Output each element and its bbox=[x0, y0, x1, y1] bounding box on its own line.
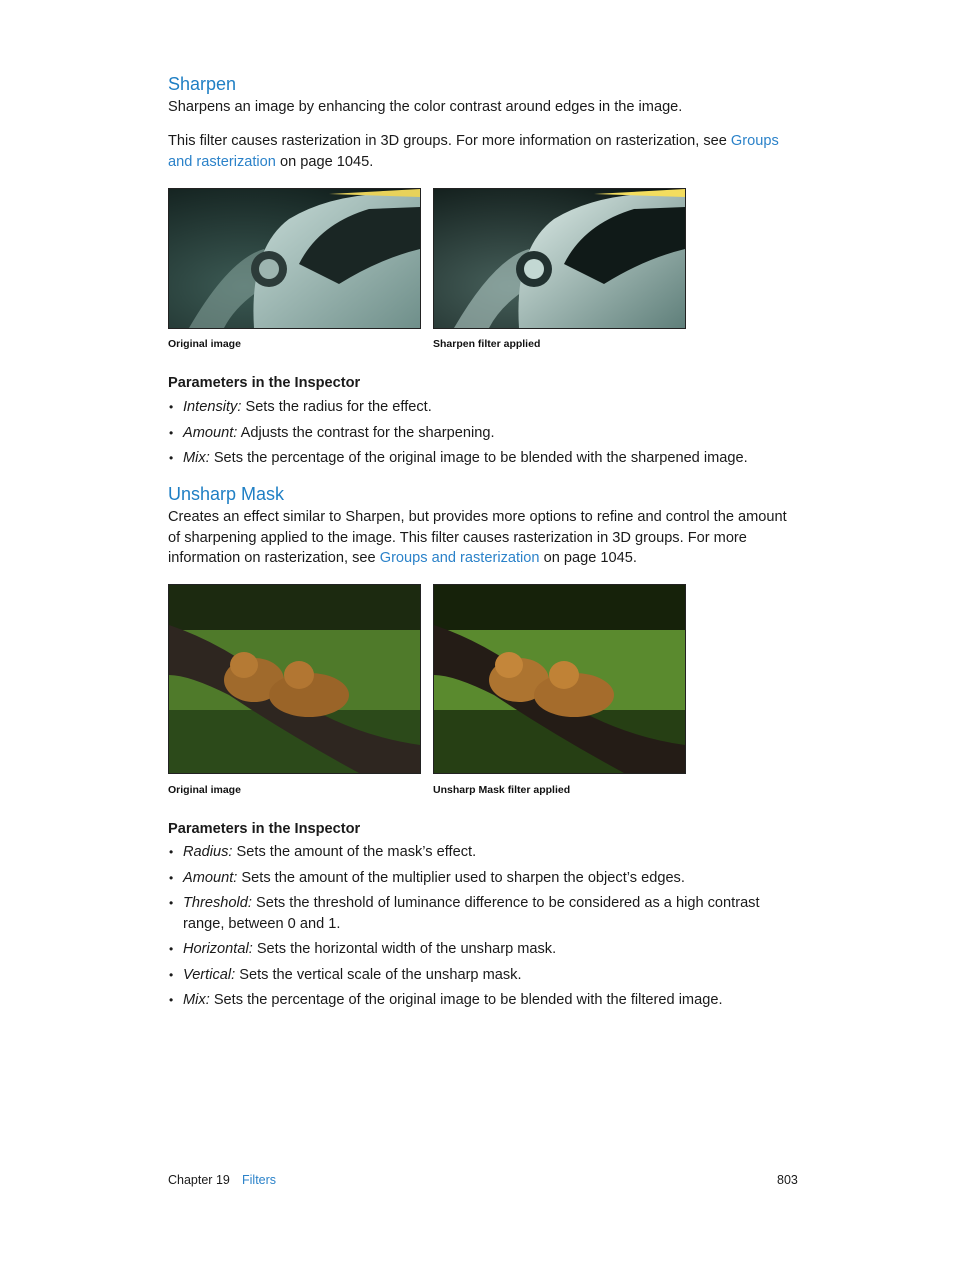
lions-original-image bbox=[168, 584, 421, 774]
caption-car-sharpened: Sharpen filter applied bbox=[433, 338, 541, 350]
lions-unsharp-image bbox=[433, 584, 686, 774]
sharpen-params-list bbox=[168, 397, 800, 474]
caption-lions-unsharp: Unsharp Mask filter applied bbox=[433, 784, 571, 796]
list-item: • Intensity: Sets the radius for the effect. bbox=[168, 397, 800, 418]
list-item: • Amount: Adjusts the contrast for the sharpening. bbox=[168, 423, 800, 444]
unsharp-params-heading: Parameters in the Inspector bbox=[168, 821, 361, 837]
unsharp-params-list bbox=[168, 842, 768, 1016]
caption-lions-original: Original image bbox=[168, 784, 241, 796]
list-item: • Vertical: Sets the vertical scale of the unsharp mask. bbox=[168, 965, 768, 986]
footer-chapter: Chapter 19 bbox=[168, 1173, 230, 1187]
list-item: • Horizontal: Sets the horizontal width of the unsharp mask. bbox=[168, 939, 768, 960]
unsharp-description: Creates an effect similar to Sharpen, but provides more options to refine and control the amount of sharpening applied to the image. This filter causes rasterization in 3D groups. For more information on rasterization, see Groups and rasterization on page 1045. bbox=[168, 509, 787, 566]
sharpen-params-heading: Parameters in the Inspector bbox=[168, 375, 361, 391]
section-title-unsharp-mask: Unsharp Mask bbox=[168, 484, 285, 504]
sharpen-raster-page: on page 1045. bbox=[275, 153, 374, 170]
car-sharpened-image bbox=[433, 188, 686, 329]
list-item: • Threshold: Sets the threshold of luminance difference to be considered as a high contrast range, between 0 and 1. bbox=[168, 893, 768, 934]
section-title-sharpen: Sharpen bbox=[168, 74, 237, 94]
list-item: • Mix: Sets the percentage of the original image to be blended with the sharpened image. bbox=[168, 448, 800, 469]
sharpen-raster-text: This filter causes rasterization in 3D groups. For more information on rasterization, see bbox=[168, 133, 731, 149]
list-item: • Mix: Sets the percentage of the original image to be blended with the filtered image. bbox=[168, 990, 768, 1011]
list-item: • Radius: Sets the amount of the mask’s effect. bbox=[168, 842, 768, 863]
groups-rasterization-link[interactable]: Groups and rasterization bbox=[168, 133, 779, 170]
page-number: 803 bbox=[777, 1173, 798, 1187]
sharpen-description: Sharpens an image by enhancing the color contrast around edges in the image. bbox=[168, 99, 683, 115]
footer-section-link[interactable]: Filters bbox=[242, 1173, 277, 1187]
sharpen-rasterization-note bbox=[168, 131, 783, 172]
list-item: • Amount: Sets the amount of the multiplier used to sharpen the object’s edges. bbox=[168, 868, 768, 889]
car-original-image bbox=[168, 188, 421, 329]
caption-car-original: Original image bbox=[168, 338, 241, 350]
groups-rasterization-link[interactable]: Groups and rasterization bbox=[379, 550, 540, 566]
